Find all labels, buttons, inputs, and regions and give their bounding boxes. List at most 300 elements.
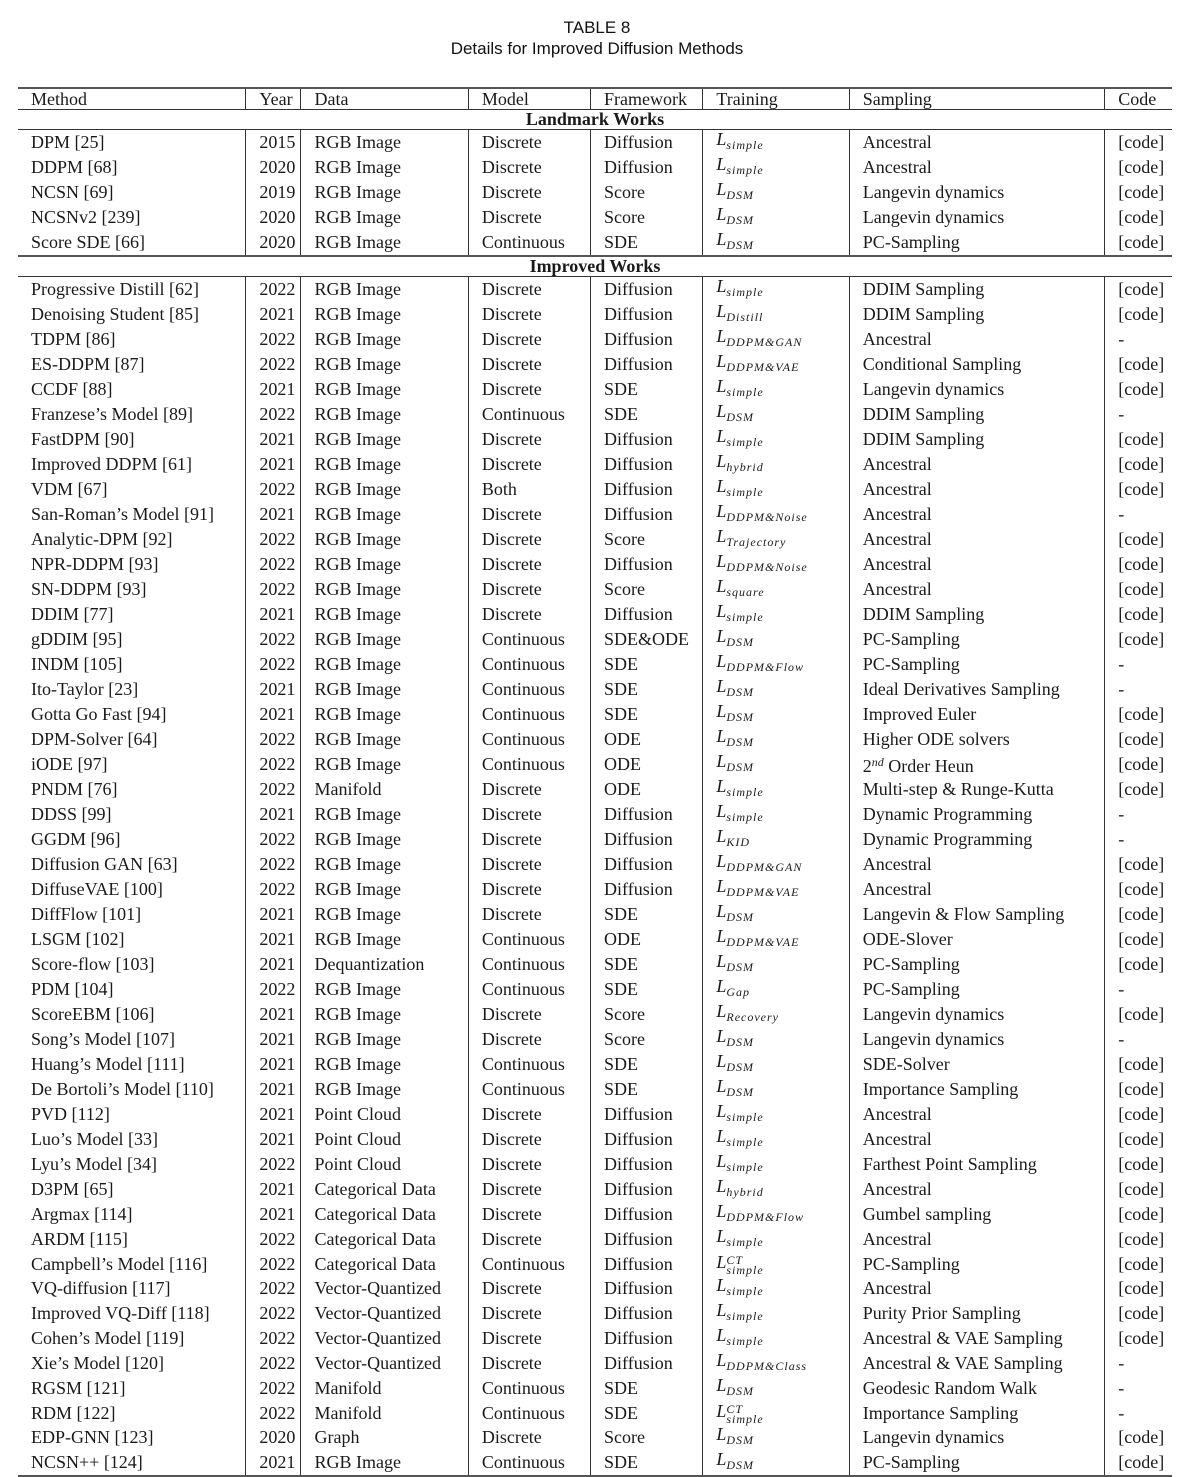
data-cell: RGB Image (301, 552, 468, 577)
training-cell (703, 1252, 849, 1276)
loss-symbol: L (716, 1325, 727, 1345)
loss-symbol: L (716, 1051, 727, 1071)
model-cell: Discrete (468, 777, 590, 802)
model-cell: Discrete (468, 827, 590, 852)
loss-subscript: DSM (726, 1458, 755, 1472)
data-cell: Categorical Data (301, 1252, 468, 1276)
model-cell: Continuous (468, 230, 590, 256)
year-cell: 2021 (246, 602, 301, 627)
training-loss (716, 1424, 755, 1447)
training-loss (716, 776, 764, 799)
code-link[interactable]: [code] (1105, 1252, 1172, 1276)
loss-subscript: DSM (726, 410, 755, 424)
training-cell (703, 1376, 849, 1401)
year-cell: 2022 (246, 1301, 301, 1326)
table-row (18, 752, 1172, 777)
table-row (18, 802, 1172, 827)
year-cell: 2021 (246, 677, 301, 702)
data-cell: RGB Image (301, 902, 468, 927)
loss-subscript: square (726, 585, 765, 599)
data-cell: Point Cloud (301, 1152, 468, 1177)
method-cell: DDIM [77] (31, 604, 114, 624)
year-cell: 2021 (246, 1002, 301, 1027)
training-cell (703, 230, 849, 256)
code-link[interactable]: [code] (1105, 1052, 1172, 1077)
code-link[interactable]: [code] (1105, 1276, 1172, 1301)
training-cell (703, 1102, 849, 1127)
code-link[interactable]: [code] (1105, 130, 1172, 156)
training-cell (703, 502, 849, 527)
code-link[interactable]: [code] (1105, 477, 1172, 502)
data-cell: RGB Image (301, 277, 468, 303)
model-cell: Discrete (468, 1425, 590, 1450)
training-cell (703, 1052, 849, 1077)
code-link[interactable]: [code] (1105, 777, 1172, 802)
framework-cell: Diffusion (591, 1152, 703, 1177)
table-row (18, 155, 1172, 180)
sampling-cell: Farthest Point Sampling (849, 1152, 1104, 1177)
code-link[interactable]: [code] (1105, 1077, 1172, 1102)
code-unavailable: - (1105, 677, 1172, 702)
loss-subscript: DSM (726, 1085, 755, 1099)
training-cell (703, 452, 849, 477)
year-cell: 2022 (246, 1401, 301, 1425)
model-cell: Discrete (468, 180, 590, 205)
framework-cell: Score (591, 1027, 703, 1052)
loss-symbol: L (716, 1300, 727, 1320)
year-cell: 2022 (246, 527, 301, 552)
method-cell: CCDF [88] (31, 379, 113, 399)
sampling-cell: Ancestral (849, 130, 1104, 156)
code-link[interactable]: [code] (1105, 552, 1172, 577)
method-cell: D3PM [65] (31, 1179, 114, 1199)
code-link[interactable]: [code] (1105, 527, 1172, 552)
method-cell: NCSN++ [124] (18, 1450, 246, 1476)
loss-subscript: simple (726, 1334, 764, 1348)
model-cell: Discrete (468, 1227, 590, 1252)
data-cell: RGB Image (301, 827, 468, 852)
model-cell: Discrete (468, 527, 590, 552)
code-link[interactable]: [code] (1105, 752, 1172, 777)
method-cell: PNDM [76] (31, 779, 118, 799)
code-link[interactable]: [code] (1105, 852, 1172, 877)
loss-subscript: simple (726, 1110, 764, 1124)
training-loss (716, 951, 755, 974)
training-cell (703, 277, 849, 303)
loss-symbol: L (716, 1201, 727, 1221)
model-cell: Discrete (468, 1177, 590, 1202)
loss-symbol: L (716, 1076, 727, 1096)
method-cell: Luo’s Model [33] (31, 1129, 158, 1149)
code-link[interactable]: [code] (1105, 180, 1172, 205)
code-link[interactable]: [code] (1105, 602, 1172, 627)
year-cell: 2022 (246, 1252, 301, 1276)
method-cell: Progressive Distill [62] (31, 279, 199, 299)
table-row (18, 1127, 1172, 1152)
sampling-text: Order Heun (883, 756, 974, 776)
table-row (18, 577, 1172, 602)
framework-cell: SDE (591, 677, 703, 702)
year-cell: 2021 (246, 952, 301, 977)
framework-cell: Diffusion (591, 1351, 703, 1376)
loss-subscript: DSM (726, 213, 755, 227)
table-row (18, 927, 1172, 952)
model-cell: Continuous (468, 727, 590, 752)
framework-cell: SDE (591, 652, 703, 677)
method-cell: Lyu’s Model [34] (31, 1154, 157, 1174)
training-loss (716, 276, 764, 299)
training-loss (716, 301, 764, 324)
sampling-ordinal-suffix: nd (871, 755, 884, 769)
code-link[interactable]: [code] (1105, 1177, 1172, 1202)
training-cell (703, 1276, 849, 1301)
year-cell: 2022 (246, 1276, 301, 1301)
framework-cell: Diffusion (591, 877, 703, 902)
framework-cell: Diffusion (591, 1202, 703, 1227)
code-link[interactable]: [code] (1105, 1301, 1172, 1326)
method-cell: PVD [112] (31, 1104, 110, 1124)
training-loss (716, 801, 764, 824)
training-loss (716, 1401, 764, 1426)
data-cell: RGB Image (301, 752, 468, 777)
framework-cell: SDE (591, 1376, 703, 1401)
year-cell: 2021 (246, 1127, 301, 1152)
year-cell: 2022 (246, 1227, 301, 1252)
loss-subscript: DSM (726, 910, 755, 924)
framework-cell: Diffusion (591, 1252, 703, 1276)
model-cell: Continuous (468, 677, 590, 702)
data-cell: RGB Image (301, 852, 468, 877)
loss-symbol: L (716, 1151, 727, 1171)
training-cell (703, 1301, 849, 1326)
code-unavailable: - (1105, 402, 1172, 427)
training-cell (703, 327, 849, 352)
training-loss (716, 129, 764, 152)
data-cell: RGB Image (301, 577, 468, 602)
code-link[interactable]: [code] (1105, 1102, 1172, 1127)
framework-cell: Diffusion (591, 427, 703, 452)
framework-cell: SDE (591, 230, 703, 256)
year-cell: 2019 (246, 180, 301, 205)
code-link[interactable]: [code] (1105, 1450, 1172, 1476)
method-cell: PDM [104] (31, 979, 114, 999)
method-cell: NPR-DDPM [93] (31, 554, 159, 574)
training-loss (716, 1375, 755, 1398)
method-cell: Gotta Go Fast [94] (31, 704, 167, 724)
code-link[interactable]: [code] (1105, 1425, 1172, 1450)
data-cell: Categorical Data (301, 1202, 468, 1227)
loss-symbol: L (716, 129, 727, 149)
loss-symbol: L (716, 651, 727, 671)
section-heading-row (18, 110, 1172, 130)
method-cell: De Bortoli’s Model [110] (31, 1079, 214, 1099)
loss-symbol: L (716, 676, 727, 696)
code-link[interactable]: [code] (1105, 1227, 1172, 1252)
model-cell: Discrete (468, 1152, 590, 1177)
framework-cell: Diffusion (591, 1102, 703, 1127)
loss-symbol: L (716, 1449, 727, 1469)
loss-symbol: L (716, 1424, 727, 1444)
year-cell: 2022 (246, 977, 301, 1002)
year-cell: 2022 (246, 577, 301, 602)
code-link[interactable]: [code] (1105, 1002, 1172, 1027)
year-cell: 2021 (246, 1077, 301, 1102)
loss-subscript: DDPM&VAE (726, 885, 800, 899)
framework-cell: SDE (591, 377, 703, 402)
code-link[interactable]: [code] (1105, 205, 1172, 230)
code-link[interactable]: [code] (1105, 577, 1172, 602)
loss-symbol: L (716, 451, 727, 471)
data-cell: RGB Image (301, 1002, 468, 1027)
loss-subscript: DDPM&Class (726, 1359, 808, 1373)
training-loss (716, 1350, 808, 1373)
loss-subscript: simple (726, 785, 764, 799)
method-cell: EDP-GNN [123] (31, 1427, 154, 1447)
sampling-cell: Ancestral (849, 852, 1104, 877)
framework-cell: SDE (591, 1450, 703, 1476)
table-row (18, 1351, 1172, 1376)
training-loss (716, 726, 755, 749)
diffusion-methods-table (18, 87, 1172, 1477)
training-loss (716, 626, 755, 649)
loss-subscript: DDPM&Noise (726, 510, 808, 524)
sampling-cell: Langevin dynamics (849, 1425, 1104, 1450)
method-cell: GGDM [96] (31, 829, 121, 849)
code-unavailable: - (1105, 327, 1172, 352)
method-cell: FastDPM [90] (31, 429, 135, 449)
loss-symbol: L (716, 801, 727, 821)
training-loss (716, 1051, 755, 1074)
method-cell: Analytic-DPM [92] (31, 529, 173, 549)
framework-cell: Score (591, 180, 703, 205)
training-cell (703, 1027, 849, 1052)
loss-symbol: L (716, 1001, 727, 1021)
training-loss (716, 476, 764, 499)
training-cell (703, 1127, 849, 1152)
data-cell: Point Cloud (301, 1127, 468, 1152)
framework-cell: Diffusion (591, 1276, 703, 1301)
framework-cell: ODE (591, 927, 703, 952)
table-label: TABLE 8 (563, 18, 631, 37)
framework-cell: SDE&ODE (591, 627, 703, 652)
year-cell: 2022 (246, 727, 301, 752)
loss-subscript: DSM (726, 960, 755, 974)
training-loss (716, 1325, 764, 1348)
sampling-cell: Improved Euler (849, 702, 1104, 727)
method-cell: RDM [122] (31, 1402, 116, 1423)
data-cell: RGB Image (301, 702, 468, 727)
training-cell (703, 1326, 849, 1351)
data-cell: RGB Image (301, 230, 468, 256)
data-cell: Point Cloud (301, 1102, 468, 1127)
table-row (18, 1301, 1172, 1326)
training-cell (703, 1202, 849, 1227)
code-unavailable: - (1105, 1376, 1172, 1401)
loss-symbol: L (716, 901, 727, 921)
training-loss (716, 901, 755, 924)
model-cell: Discrete (468, 1127, 590, 1152)
loss-subscript: DSM (726, 1433, 755, 1447)
training-cell (703, 877, 849, 902)
loss-symbol: L (716, 1226, 727, 1246)
model-cell: Discrete (468, 552, 590, 577)
table-row (18, 352, 1172, 377)
sampling-cell: Ancestral & VAE Sampling (849, 1326, 1104, 1351)
model-cell: Discrete (468, 1027, 590, 1052)
table-row (18, 602, 1172, 627)
loss-subscript: simple (726, 1412, 764, 1426)
code-unavailable: - (1105, 1401, 1172, 1425)
sampling-cell: PC-Sampling (849, 1450, 1104, 1476)
data-cell: Manifold (301, 1401, 468, 1425)
training-loss (716, 229, 755, 252)
data-cell: RGB Image (301, 477, 468, 502)
loss-subscript: DSM (726, 635, 755, 649)
sampling-cell: PC-Sampling (849, 1252, 1104, 1276)
code-link[interactable]: [code] (1105, 1152, 1172, 1177)
table-row (18, 827, 1172, 852)
training-loss (716, 1300, 764, 1323)
table-row (18, 1202, 1172, 1227)
sampling-cell: Ancestral (849, 477, 1104, 502)
code-link[interactable]: [code] (1105, 727, 1172, 752)
framework-cell: Diffusion (591, 130, 703, 156)
table-row (18, 902, 1172, 927)
model-cell: Discrete (468, 902, 590, 927)
code-link[interactable]: [code] (1105, 427, 1172, 452)
code-link[interactable]: [code] (1105, 1326, 1172, 1351)
loss-symbol: L (716, 626, 727, 646)
framework-cell: Diffusion (591, 827, 703, 852)
year-cell: 2020 (246, 205, 301, 230)
model-cell: Continuous (468, 977, 590, 1002)
data-cell: RGB Image (301, 205, 468, 230)
framework-cell: SDE (591, 1052, 703, 1077)
code-link[interactable]: [code] (1105, 230, 1172, 256)
model-cell: Continuous (468, 1052, 590, 1077)
loss-subscript: DDPM&GAN (726, 335, 803, 349)
data-cell: RGB Image (301, 602, 468, 627)
year-cell: 2021 (246, 1177, 301, 1202)
code-link[interactable]: [code] (1105, 902, 1172, 927)
loss-symbol: L (716, 926, 727, 946)
table-row (18, 1002, 1172, 1027)
training-cell (703, 1002, 849, 1027)
training-cell (703, 402, 849, 427)
data-cell: RGB Image (301, 452, 468, 477)
code-link[interactable]: [code] (1105, 1202, 1172, 1227)
method-cell: Xie’s Model [120] (31, 1353, 164, 1373)
year-cell: 2021 (246, 802, 301, 827)
year-cell: 2021 (246, 927, 301, 952)
loss-symbol: L (716, 1401, 727, 1421)
data-cell: Vector-Quantized (301, 1276, 468, 1301)
method-cell: San-Roman’s Model [91] (31, 504, 214, 524)
sampling-cell: Ancestral & VAE Sampling (849, 1351, 1104, 1376)
training-cell (703, 1152, 849, 1177)
data-cell: Graph (301, 1425, 468, 1450)
training-loss (716, 1101, 764, 1124)
table-row (18, 1376, 1172, 1401)
code-link[interactable]: [code] (1105, 927, 1172, 952)
training-loss (716, 451, 764, 474)
loss-subscript: simple (726, 610, 764, 624)
training-cell (703, 1177, 849, 1202)
table-row (18, 527, 1172, 552)
loss-subscript: Recovery (726, 1010, 780, 1024)
framework-cell: Diffusion (591, 1177, 703, 1202)
sampling-cell: DDIM Sampling (849, 602, 1104, 627)
loss-symbol: L (716, 1026, 727, 1046)
code-link[interactable]: [code] (1105, 452, 1172, 477)
sampling-cell: PC-Sampling (849, 230, 1104, 256)
training-loss (716, 204, 755, 227)
loss-subscript: simple (726, 1284, 764, 1298)
table-title: Details for Improved Diffusion Methods (450, 39, 744, 58)
training-cell (703, 627, 849, 652)
method-cell: gDDIM [95] (31, 629, 123, 649)
year-cell: 2015 (246, 130, 301, 156)
sampling-cell: SDE-Solver (849, 1052, 1104, 1077)
method-cell: Improved DDPM [61] (31, 454, 192, 474)
framework-cell: Score (591, 1002, 703, 1027)
training-loss (716, 1151, 764, 1174)
training-cell (703, 427, 849, 452)
loss-superscript: CT (726, 1253, 744, 1267)
method-cell: Campbell’s Model [116] (31, 1253, 208, 1274)
code-link[interactable]: [code] (1105, 702, 1172, 727)
training-cell (703, 1425, 849, 1450)
sampling-cell: Dynamic Programming (849, 827, 1104, 852)
sampling-cell: DDIM Sampling (849, 427, 1104, 452)
year-cell: 2021 (246, 1052, 301, 1077)
loss-subscript: simple (726, 810, 764, 824)
loss-subscript: Gap (726, 985, 751, 999)
data-cell: RGB Image (301, 1077, 468, 1102)
training-cell (703, 1227, 849, 1252)
code-unavailable: - (1105, 1351, 1172, 1376)
sampling-cell: Conditional Sampling (849, 352, 1104, 377)
model-cell: Discrete (468, 1301, 590, 1326)
header-framework: Framework (591, 88, 703, 110)
year-cell: 2022 (246, 552, 301, 577)
loss-symbol: L (716, 401, 727, 421)
method-cell: DDSS [99] (31, 804, 112, 824)
method-cell: VDM [67] (31, 479, 108, 499)
code-link[interactable]: [code] (1105, 352, 1172, 377)
sampling-cell: Ancestral (849, 155, 1104, 180)
code-link[interactable]: [code] (1105, 277, 1172, 303)
code-link[interactable]: [code] (1105, 155, 1172, 180)
code-link[interactable]: [code] (1105, 302, 1172, 327)
code-link[interactable]: [code] (1105, 1127, 1172, 1152)
code-link[interactable]: [code] (1105, 377, 1172, 402)
sampling-cell: DDIM Sampling (849, 402, 1104, 427)
year-cell: 2021 (246, 1102, 301, 1127)
training-loss (716, 1026, 755, 1049)
training-cell (703, 577, 849, 602)
code-link[interactable]: [code] (1105, 877, 1172, 902)
data-cell: RGB Image (301, 302, 468, 327)
model-cell: Discrete (468, 427, 590, 452)
code-link[interactable]: [code] (1105, 627, 1172, 652)
data-cell: RGB Image (301, 402, 468, 427)
code-link[interactable]: [code] (1105, 952, 1172, 977)
model-cell: Continuous (468, 652, 590, 677)
framework-cell: ODE (591, 752, 703, 777)
training-cell (703, 902, 849, 927)
method-cell: ES-DDPM [87] (31, 354, 145, 374)
